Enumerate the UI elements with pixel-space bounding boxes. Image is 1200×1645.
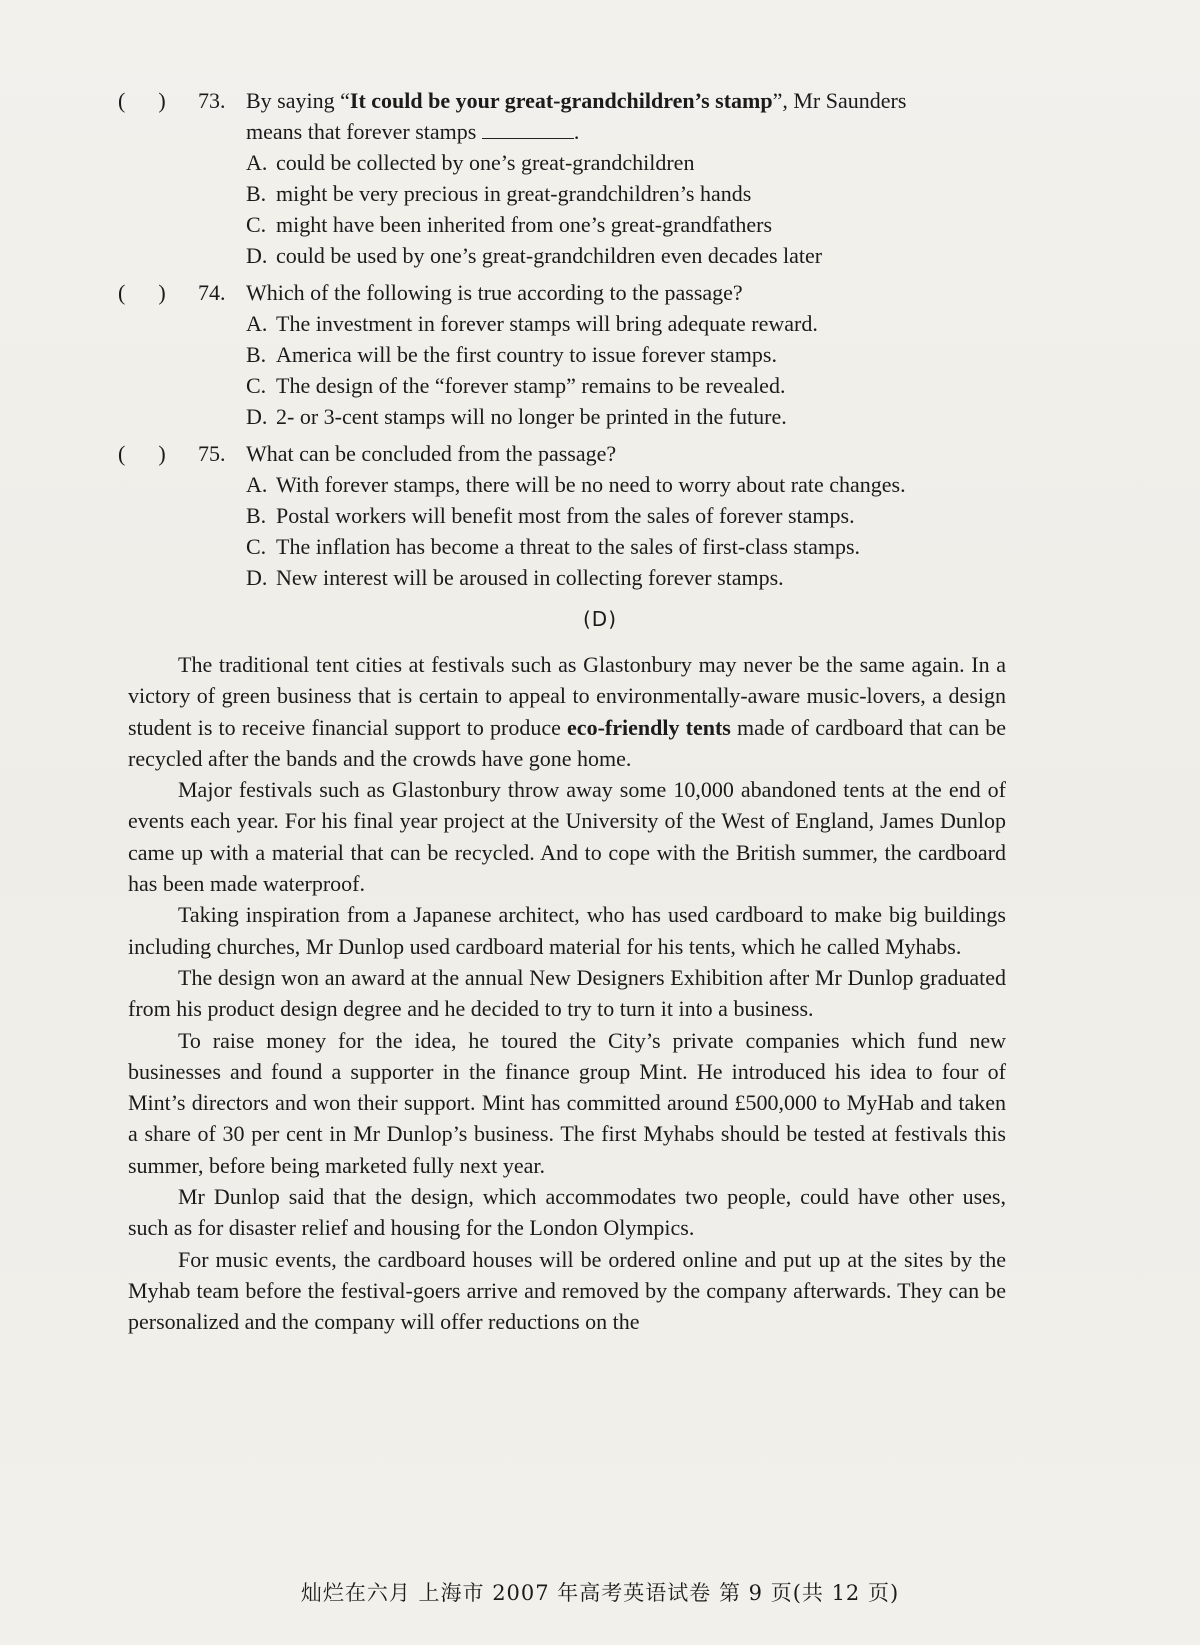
paragraph-7: For music events, the cardboard houses will be ordered online and put up at the sites by the Myhab team before the festival-goers arrive and removed by the company afterwards. They can be personalized and the company will offer reductions on the [128, 1246, 1006, 1335]
paragraph-6: Mr Dunlop said that the design, which accommodates two people, could have other uses, such as for disaster relief and housing for the London Olympics. [128, 1184, 1006, 1241]
reading-passage [128, 649, 1006, 1338]
section-title: (D) [582, 607, 617, 631]
option-d: D. 2- or 3-cent stamps will no longer be printed in the future. [246, 404, 787, 429]
question-stem-continued: means that forever stamps . [246, 119, 580, 144]
option-list [118, 308, 1048, 432]
answer-bracket[interactable]: ( ) [118, 280, 166, 305]
paragraph-1: The traditional tent cities at festivals such as Glastonbury may never be the same again. In a victory of green business that is certain to appeal to environmentally-aware music-lovers, a design student is to receive financial support to produce eco-friendly tents made of cardboard that can be recycled after the bands and the crowds have gone home. [128, 652, 1006, 771]
option-d: D. New interest will be aroused in collecting forever stamps. [246, 565, 784, 590]
question-stem: What can be concluded from the passage? [246, 441, 617, 466]
paragraph-3: Taking inspiration from a Japanese architect, who has used cardboard to make big buildings including churches, Mr Dunlop used cardboard material for his tents, which he called Myhabs. [128, 902, 1006, 959]
option-c: C. might have been inherited from one’s great-grandfathers [246, 212, 773, 237]
question-number: 73. [198, 88, 226, 113]
option-b: B. Postal workers will benefit most from the sales of forever stamps. [246, 503, 855, 528]
question-75 [118, 438, 1048, 593]
question-74 [118, 277, 1048, 432]
option-b: B. America will be the first country to issue forever stamps. [246, 342, 777, 367]
option-list [118, 469, 1048, 593]
paragraph-4: The design won an award at the annual New Designers Exhibition after Mr Dunlop graduated from his product design degree and he decided to try to turn it into a business. [128, 964, 1006, 1022]
option-a: A. The investment in forever stamps will bring adequate reward. [246, 311, 818, 336]
option-b: B. might be very precious in great-grandchildren’s hands [246, 181, 752, 206]
option-d: D. could be used by one’s great-grandchildren even decades later [246, 243, 823, 268]
answer-bracket[interactable]: ( ) [118, 88, 166, 113]
option-list [118, 147, 1048, 271]
question-stem: Which of the following is true according to the passage? [246, 280, 743, 305]
question-number: 74. [198, 280, 226, 305]
answer-bracket[interactable]: ( ) [118, 441, 166, 466]
answer-blank [482, 120, 574, 139]
option-a: A. could be collected by one’s great-grandchildren [246, 150, 695, 175]
question-73 [118, 85, 1048, 271]
page-footer: 灿烂在六月 上海市 2007 年高考英语试卷 第 9 页(共 12 页) [300, 1581, 900, 1605]
paragraph-2: Major festivals such as Glastonbury throw away some 10,000 abandoned tents at the end of events each year. For his final year project at the University of the West of England, James Dunlop came up with a material that can be recycled. And to cope with the British summer, the cardboard has been made waterproof. [128, 777, 1006, 897]
question-stem: By saying “It could be your great-grandchildren’s stamp”, Mr Saunders [246, 88, 907, 113]
option-a: A. With forever stamps, there will be no need to worry about rate changes. [246, 472, 906, 497]
question-list [118, 85, 1048, 599]
question-number: 75. [198, 441, 226, 466]
option-c: C. The inflation has become a threat to the sales of first-class stamps. [246, 534, 861, 559]
paragraph-5: To raise money for the idea, he toured the City’s private companies which fund new businesses and found a supporter in the finance group Mint. He introduced his idea to four of Mint’s directors and won their support. Mint has committed around £500,000 to MyHab and taken a share of 30 per cent in Mr Dunlop’s business. The first Myhabs should be tested at festivals this summer, before being marketed fully next year. [128, 1027, 1006, 1178]
option-c: C. The design of the “forever stamp” remains to be revealed. [246, 373, 786, 398]
